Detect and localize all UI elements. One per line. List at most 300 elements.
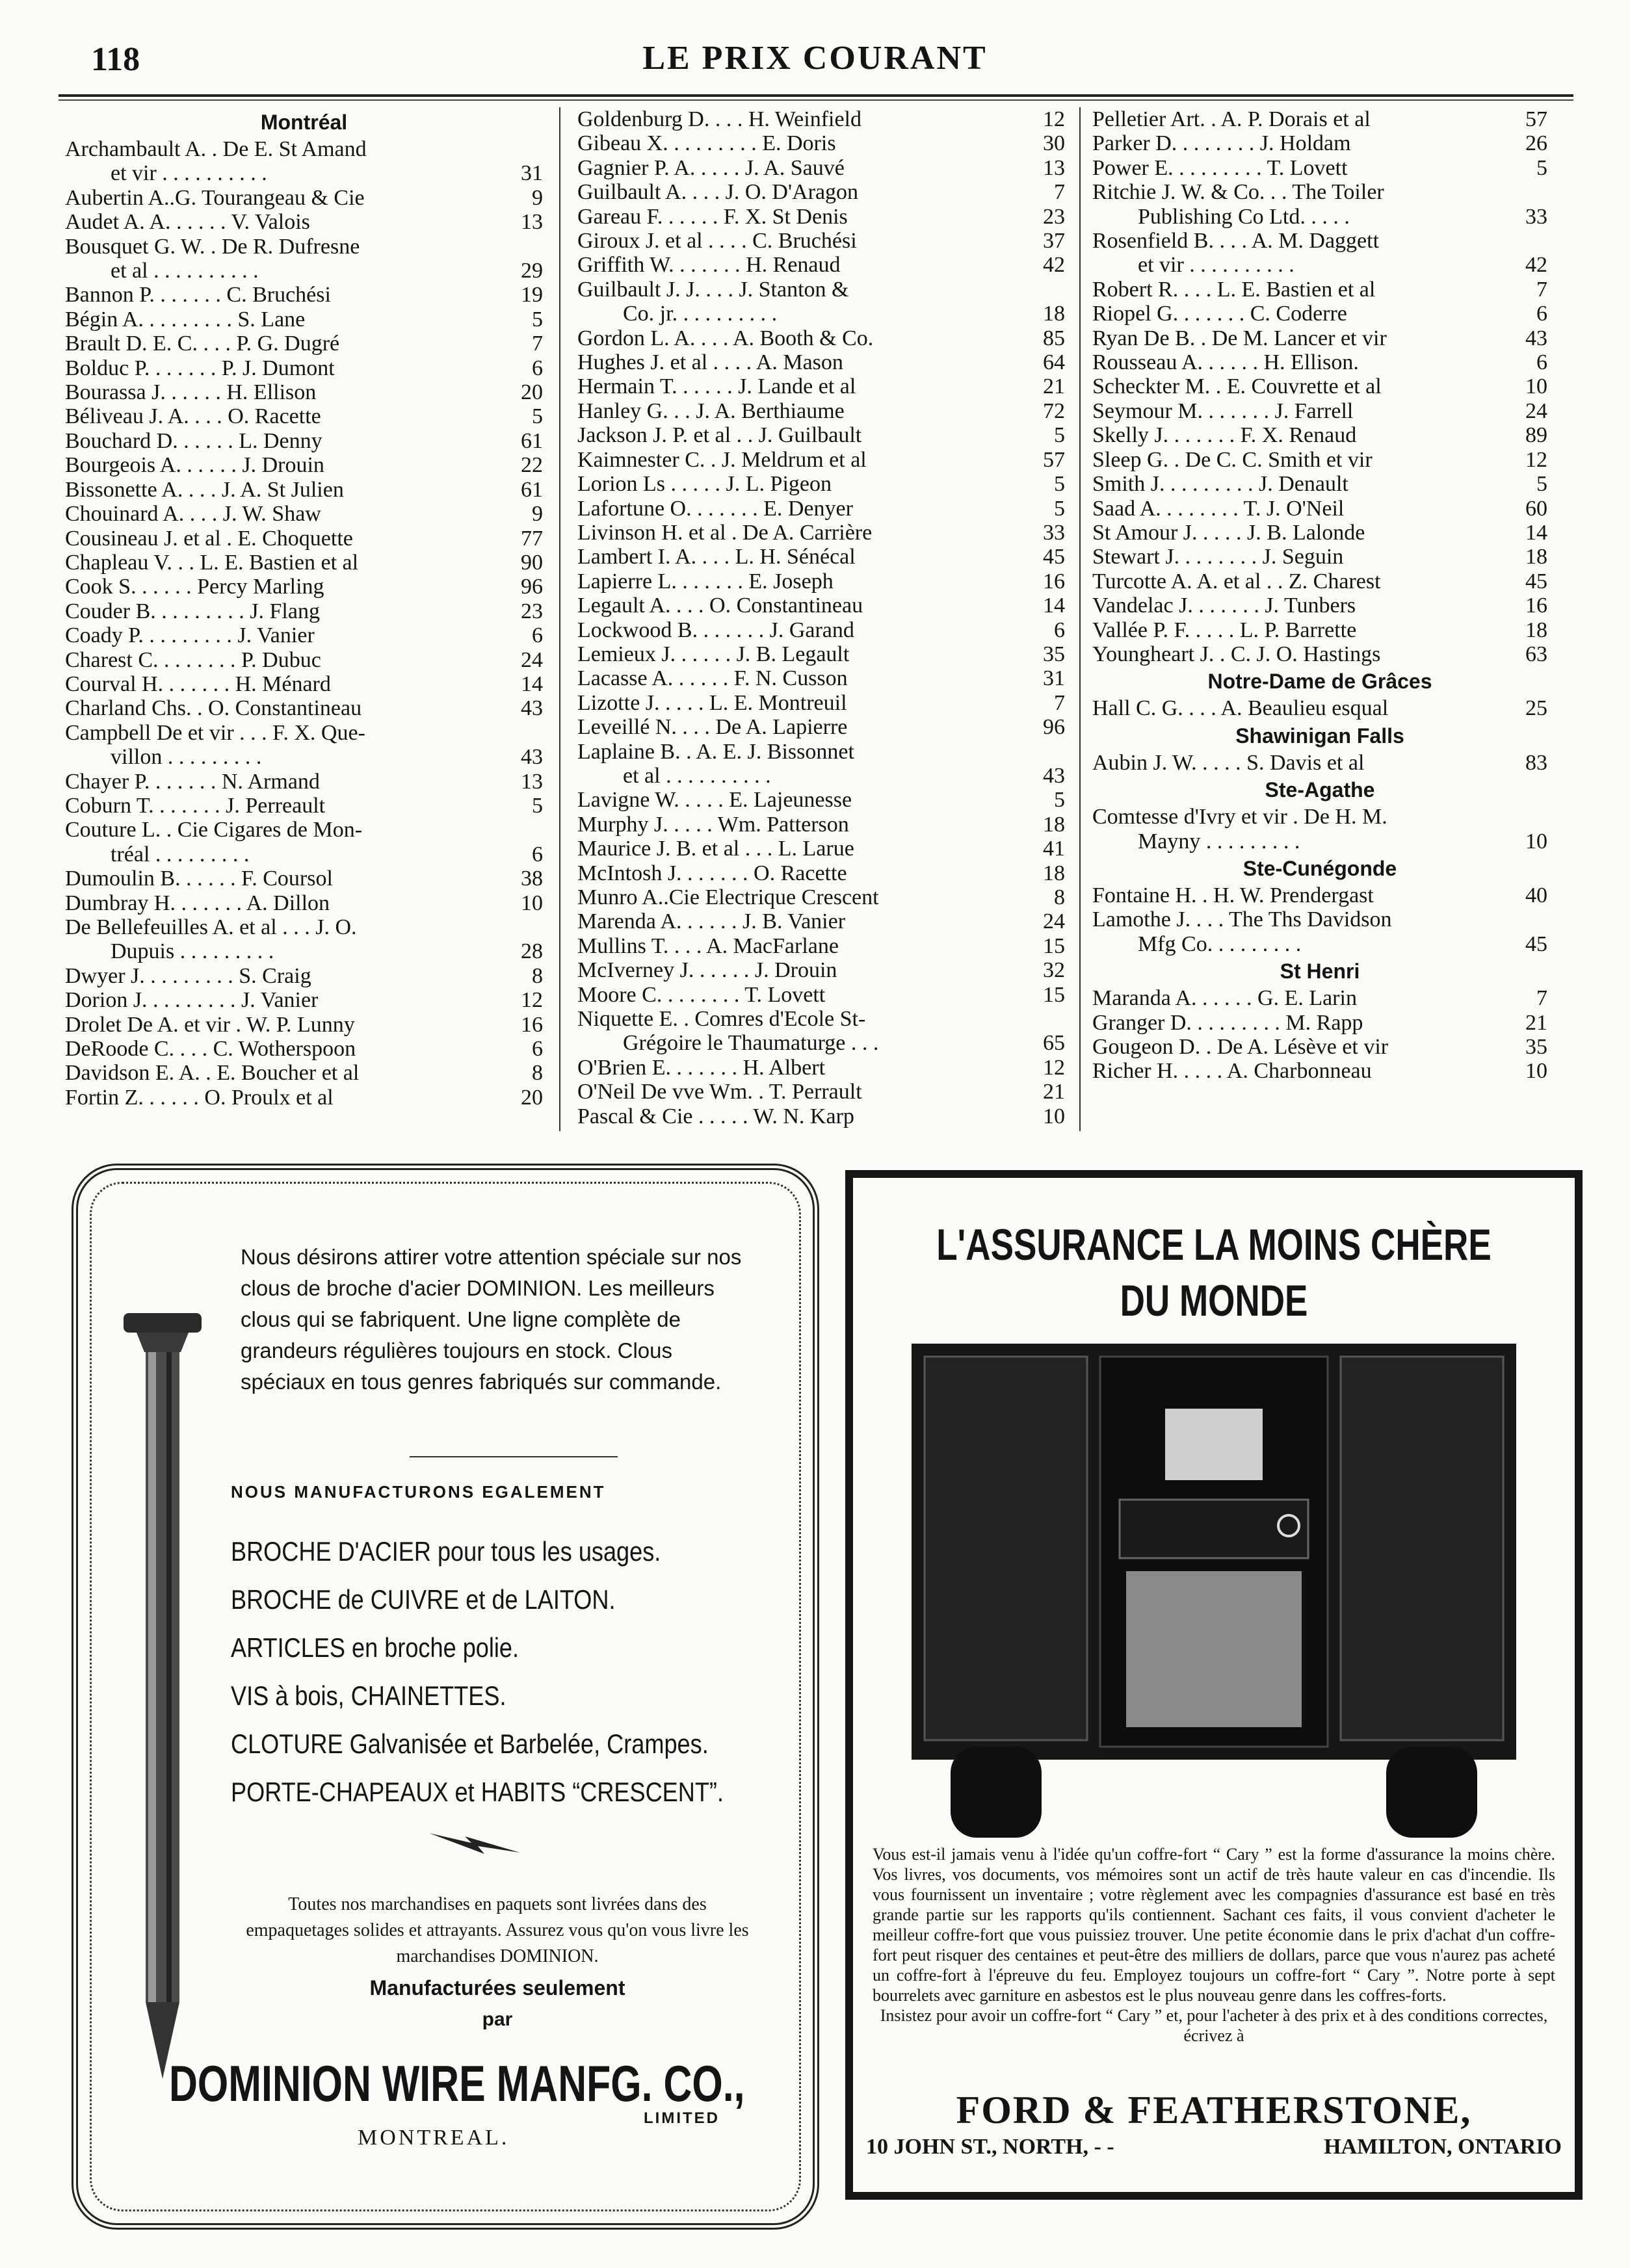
listing-entry [1092,374,1547,398]
entry-amount: 10 [1525,829,1547,854]
listing-entry [577,715,1065,739]
entry-text: Dwyer J. . . . . . . . . S. Craig [65,963,311,988]
listing-entry [1092,751,1547,775]
entry-text: Marenda A. . . . . . J. B. Vanier [577,909,846,934]
section-heading: Ste-Agathe [1265,778,1375,802]
entry-text: Murphy J. . . . . Wm. Patterson [577,812,849,837]
entry-amount [1508,180,1547,204]
entry-amount: 24 [1043,909,1065,934]
entry-text: Gougeon D. . De A. Lésève et vir [1092,1035,1389,1059]
header-rule [59,94,1573,97]
section-heading: Ste-Cunégonde [1242,856,1397,880]
manufactured-label: Manufacturées seulement [369,1976,625,2000]
listing-entry [65,721,543,745]
listing-entry [1092,302,1547,326]
listing-entry [65,259,543,283]
column-divider [559,107,560,1131]
listing-entry [1092,423,1547,447]
entry-text: Smith J. . . . . . . . . J. Denault [1092,472,1348,497]
entry-amount: 61 [521,477,543,502]
entry-amount: 18 [1043,302,1065,326]
entry-amount: 10 [1525,1059,1547,1084]
entry-amount: 22 [521,453,543,478]
entry-amount: 60 [1525,496,1547,521]
entry-amount: 23 [1043,204,1065,229]
entry-amount: 10 [1043,1104,1065,1128]
listing-entry [577,934,1065,958]
entry-text: Hall C. G. . . . A. Beaulieu esqual [1092,696,1389,721]
listing-entry [65,235,543,259]
listing-entry [1092,642,1547,666]
entry-amount: 5 [1536,472,1547,497]
listing-entry [65,988,543,1012]
entry-text: et al . . . . . . . . . . [623,763,771,788]
entry-amount: 29 [521,259,543,283]
entry-text: Cook S. . . . . . Percy Marling [65,575,324,599]
entry-amount: 15 [1043,982,1065,1007]
entry-amount: 43 [521,696,543,721]
listing-entry [577,983,1065,1007]
by-label: par [482,2009,513,2030]
entry-amount: 43 [1043,763,1065,788]
entry-text: O'Brien E. . . . . . . H. Albert [577,1055,826,1080]
entry-text: villon . . . . . . . . . [111,745,262,770]
entry-text: Saad A. . . . . . . . T. J. O'Neil [1092,496,1345,521]
listing-entry [65,1037,543,1061]
listing-entry [1092,805,1547,829]
entry-amount: 14 [1525,520,1547,545]
entry-text: et vir . . . . . . . . . . [1138,253,1295,278]
listing-entry [577,521,1065,545]
entry-amount [504,818,543,842]
entry-amount: 65 [1043,1031,1065,1056]
entry-text: Ritchie J. W. & Co. . . The Toiler [1092,180,1384,205]
entry-amount: 18 [1043,861,1065,885]
entry-text: Bolduc P. . . . . . . P. J. Dumont [65,356,335,380]
listing-entry [577,253,1065,277]
entry-text: Niquette E. . Comres d'Ecole St- [577,1007,866,1032]
entry-text: tréal . . . . . . . . . [111,842,250,867]
listing-entry [577,374,1065,398]
entry-amount: 21 [1525,1010,1547,1035]
entry-text: Munro A..Cie Electrique Crescent [577,885,879,909]
entry-text: Lizotte J. . . . . L. E. Montreuil [577,690,847,715]
entry-text: Mullins T. . . . A. MacFarlane [577,933,839,958]
entry-text: Couture L. . Cie Cigares de Mon- [65,818,363,842]
listing-entry [1092,156,1547,180]
entry-text: Pelletier Art. . A. P. Dorais et al [1092,107,1371,131]
listing-entry [577,423,1065,447]
listing-entry [577,278,1065,302]
entry-text: Dumbray H. . . . . . . A. Dillon [65,891,330,915]
listing-entry [65,356,543,380]
listing-entry [65,283,543,307]
entry-amount: 85 [1043,326,1065,350]
product-item: CLOTURE Galvanisée et Barbelée, Crampes. [231,1728,709,1759]
entry-text: Lacasse A. . . . . . F. N. Cusson [577,666,848,691]
entry-text: Lambert I. A. . . . L. H. Sénécal [577,545,856,569]
entry-amount: 19 [521,283,543,307]
entry-amount: 8 [532,963,543,988]
entry-text: Rosenfield B. . . . A. M. Daggett [1092,229,1380,254]
entry-text: Moore C. . . . . . . . T. Lovett [577,982,826,1007]
column-divider [1079,107,1081,1131]
lightning-ornament-icon [426,1827,523,1859]
entry-amount: 83 [1525,750,1547,775]
listing-entry [65,527,543,551]
nail-illustration [124,1313,202,2080]
entry-amount: 38 [521,867,543,891]
entry-text: Goldenburg D. . . . H. Weinfield [577,107,862,131]
entry-amount [1026,278,1065,302]
listing-entry [65,453,543,477]
listing-entry [1092,350,1547,374]
entry-amount: 6 [532,1037,543,1062]
entry-amount: 20 [521,380,543,405]
listing-entry [577,885,1065,909]
listing-entry [1092,618,1547,642]
listing-entry [65,599,543,623]
entry-text: Fortin Z. . . . . . O. Proulx et al [65,1085,334,1110]
listing-entry [577,958,1065,982]
listing-entry [577,642,1065,666]
product-list [231,1528,724,1816]
entry-text: Fontaine H. . H. W. Prendergast [1092,883,1374,907]
entry-text: Audet A. A. . . . . . V. Valois [65,210,310,235]
entry-amount: 25 [1525,696,1547,721]
listing-entry [577,813,1065,837]
entry-text: Davidson E. A. . E. Boucher et al [65,1061,360,1086]
entry-amount: 21 [1043,374,1065,399]
entry-text: et al . . . . . . . . . . [111,259,259,283]
entry-text: Bourassa J. . . . . . H. Ellison [65,380,317,405]
listing-entry [577,302,1065,326]
entry-text: Lockwood B. . . . . . . J. Garand [577,618,854,642]
entry-text: Publishing Co Ltd. . . . . [1138,204,1350,229]
entry-text: Griffith W. . . . . . . H. Renaud [577,253,841,278]
entry-amount: 40 [1525,883,1547,907]
entry-amount: 13 [521,210,543,235]
entry-amount [1026,1007,1065,1031]
company-name: DOMINION WIRE MANFG. CO., [169,2055,745,2112]
entry-text: Dumoulin B. . . . . . F. Coursol [65,867,333,891]
entry-amount: 35 [1043,642,1065,666]
entry-amount: 7 [1054,180,1065,205]
entry-text: Maurice J. B. et al . . . L. Larue [577,837,854,861]
entry-amount: 45 [1525,932,1547,956]
listing-entry [577,131,1065,155]
entry-text: Richer H. . . . . A. Charbonneau [1092,1059,1372,1084]
listing-entry [65,745,543,769]
listing-entry [577,107,1065,131]
entry-amount: 43 [521,745,543,770]
entry-amount: 5 [1054,472,1065,497]
entry-text: Chapleau V. . . L. E. Bastien et al [65,550,359,575]
address-street: 10 JOHN ST., NORTH, - - [866,2135,1114,2159]
entry-amount: 26 [1525,131,1547,156]
entry-text: Ryan De B. . De M. Lancer et vir [1092,326,1387,350]
listing-entry [65,429,543,453]
listing-entry [65,842,543,867]
entry-text: McIntosh J. . . . . . . O. Racette [577,861,847,885]
headline-line: DU MONDE [1120,1276,1308,1325]
listing-entry [577,764,1065,788]
entry-text: Lavigne W. . . . . E. Lajeunesse [577,788,852,813]
entry-amount: 89 [1525,423,1547,448]
entry-text: Pascal & Cie . . . . . W. N. Karp [577,1104,854,1128]
listing-entry [1092,829,1547,854]
listing-entry [65,186,543,210]
entry-amount: 96 [1043,715,1065,740]
entry-text: Courval H. . . . . . . H. Ménard [65,671,331,696]
section-heading: Shawinigan Falls [1235,723,1404,748]
listing-entry [65,575,543,599]
entry-text: Bissonette A. . . . J. A. St Julien [65,477,344,502]
listing-entry [577,1007,1065,1031]
listing-entry [65,332,543,356]
entry-amount: 61 [521,428,543,453]
entry-text: Bourgeois A. . . . . . J. Drouin [65,453,324,478]
entry-text: Dupuis . . . . . . . . . [111,939,274,964]
company-city: MONTREAL. [358,2126,510,2150]
entry-text: Robert R. . . . L. E. Bastien et al [1092,277,1376,302]
listing-entry [1092,180,1547,204]
entry-amount: 42 [1525,253,1547,278]
entry-amount: 5 [532,404,543,429]
entry-text: St Amour J. . . . . J. B. Lalonde [1092,520,1365,545]
limited-label: LIMITED [644,2109,720,2127]
listing-entry [1092,932,1547,956]
entry-text: Co. jr. . . . . . . . . . [623,302,778,326]
entry-amount: 96 [521,575,543,599]
entry-text: Guilbault J. J. . . . J. Stanton & [577,277,849,302]
entry-text: Youngheart J. . C. J. O. Hastings [1092,642,1381,666]
entry-text: Turcotte A. A. et al . . Z. Charest [1092,569,1381,593]
entry-amount: 90 [521,550,543,575]
listing-column-1 [65,107,543,1110]
entry-amount: 18 [1043,812,1065,837]
entry-text: Riopel G. . . . . . . C. Coderre [1092,302,1347,326]
entry-amount: 31 [521,161,543,186]
entry-amount: 7 [1536,986,1547,1011]
entry-amount: 57 [1043,447,1065,472]
entry-amount: 18 [1525,545,1547,569]
entry-amount: 5 [532,793,543,818]
entry-text: Chayer P. . . . . . . N. Armand [65,769,320,794]
listing-entry [1092,229,1547,253]
listing-entry [65,672,543,696]
ad-body-text [873,1844,1555,2046]
entry-text: Charest C. . . . . . . . P. Dubuc [65,647,321,672]
entry-text: Charland Chs. . O. Constantineau [65,696,362,721]
listing-entry [65,137,543,161]
entry-amount [1508,907,1547,932]
entry-amount: 6 [1536,350,1547,375]
entry-amount: 23 [521,599,543,623]
entry-text: O'Neil De vve Wm. . T. Perrault [577,1080,862,1104]
listing-entry [577,593,1065,618]
entry-amount: 32 [1043,958,1065,983]
entry-text: Archambault A. . De E. St Amand [65,137,367,161]
entry-amount: 10 [1525,374,1547,399]
listing-entry [1092,593,1547,618]
listing-entry [1092,1011,1547,1035]
entry-text: Bégin A. . . . . . . . . S. Lane [65,307,306,332]
listing-entry [65,623,543,647]
entry-amount: 77 [521,526,543,551]
entry-text: Lemieux J. . . . . . J. B. Legault [577,642,850,666]
entry-amount: 6 [532,842,543,867]
entry-amount: 35 [1525,1035,1547,1059]
section-heading: Notre-Dame de Grâces [1207,670,1432,694]
entry-amount: 13 [521,769,543,794]
entry-amount: 37 [1043,229,1065,254]
entry-amount: 10 [521,891,543,915]
entry-text: Vallée P. F. . . . . L. P. Barrette [1092,618,1357,642]
entry-text: Hanley G. . . J. A. Berthiaume [577,398,845,423]
entry-text: Mfg Co. . . . . . . . . [1138,932,1302,956]
entry-amount: 20 [521,1085,543,1110]
entry-text: Lafortune O. . . . . . . E. Denyer [577,496,853,521]
entry-amount: 72 [1043,398,1065,423]
entry-text: Dorion J. . . . . . . . . J. Vanier [65,988,319,1013]
listing-entry [1092,131,1547,155]
entry-amount: 5 [532,307,543,332]
entry-text: Lorion Ls . . . . . J. L. Pigeon [577,472,832,497]
listing-entry [577,740,1065,764]
product-item: BROCHE de CUIVRE et de LAITON. [231,1584,616,1615]
entry-amount [504,721,543,745]
entry-amount [504,915,543,939]
entry-amount [504,137,543,161]
entry-text: Sleep G. . De C. C. Smith et vir [1092,447,1373,472]
listing-entry [1092,907,1547,932]
listing-entry [577,1031,1065,1055]
entry-text: Hughes J. et al . . . . A. Mason [577,350,843,375]
listing-entry [577,350,1065,374]
entry-amount [1508,805,1547,829]
listing-entry [65,648,543,672]
product-item: VIS à bois, CHAINETTES. [231,1680,506,1711]
listing-entry [577,497,1065,521]
entry-amount: 8 [532,1061,543,1086]
listing-entry [577,569,1065,593]
entry-text: Kaimnester C. . J. Meldrum et al [577,447,867,472]
listing-entry [577,1104,1065,1128]
listing-column-2 [577,107,1065,1128]
headline-line: L'ASSURANCE LA MOINS CHÈRE [936,1220,1492,1270]
entry-amount: 5 [1054,423,1065,448]
entry-amount [1026,740,1065,764]
entry-text: Gagnier P. A. . . . . J. A. Sauvé [577,155,845,180]
entry-amount: 43 [1525,326,1547,350]
listing-entry [1092,569,1547,593]
entry-amount: 64 [1043,350,1065,375]
entry-text: Power E. . . . . . . . . T. Lovett [1092,155,1348,180]
entry-amount: 33 [1525,204,1547,229]
entry-text: Laplaine B. . A. E. J. Bissonnet [577,739,854,764]
entry-amount: 45 [1525,569,1547,593]
entry-amount: 28 [521,939,543,964]
listing-entry [1092,399,1547,423]
entry-amount: 5 [1054,788,1065,813]
entry-amount: 12 [521,988,543,1013]
listing-entry [577,448,1065,472]
listing-entry [1092,472,1547,496]
entry-text: Lapierre L. . . . . . . E. Joseph [577,569,834,593]
entry-amount: 6 [1536,302,1547,326]
firm-address [866,2135,1562,2159]
entry-amount: 5 [1054,496,1065,521]
entry-text: Rousseau A. . . . . . H. Ellison. [1092,350,1359,375]
entry-text: Leveillé N. . . . De A. Lapierre [577,715,848,740]
entry-text: et vir . . . . . . . . . . [111,161,267,186]
listing-entry [65,307,543,332]
entry-text: DeRoode C. . . . C. Wotherspoon [65,1037,356,1062]
listing-entry [65,1086,543,1110]
entry-text: Scheckter M. . E. Couvrette et al [1092,374,1382,399]
entry-text: Grégoire le Thaumaturge . . . [623,1031,879,1056]
listing-entry [577,837,1065,861]
entry-text: Stewart J. . . . . . . . J. Seguin [1092,545,1344,569]
entry-amount: 15 [1043,933,1065,958]
listing-entry [65,210,543,234]
entry-amount: 14 [521,671,543,696]
entry-amount: 8 [1054,885,1065,909]
entry-amount: 16 [521,1012,543,1037]
entry-text: Legault A. . . . O. Constantineau [577,593,863,618]
listing-entry [1092,1035,1547,1059]
address-city: HAMILTON, ONTARIO [1324,2135,1562,2159]
entry-text: Granger D. . . . . . . . . M. Rapp [1092,1010,1363,1035]
entry-text: Chouinard A. . . . J. W. Shaw [65,502,321,527]
listing-entry [577,180,1065,204]
listing-entry [65,551,543,575]
dominion-wire-advertisement [72,1164,819,2230]
entry-text: Gordon L. A. . . . A. Booth & Co. [577,326,874,350]
listing-entry [1092,326,1547,350]
entry-text: Coady P. . . . . . . . . J. Vanier [65,623,315,648]
listing-entry [65,696,543,720]
entry-text: Parker D. . . . . . . . J. Holdam [1092,131,1351,156]
listing-entry [65,794,543,818]
listing-entry [1092,545,1547,569]
entry-text: Béliveau J. A. . . . O. Racette [65,404,321,429]
entry-text: Bousquet G. W. . De R. Dufresne [65,234,360,259]
entry-amount: 21 [1043,1080,1065,1104]
entry-amount: 12 [1043,107,1065,131]
entry-text: Jackson J. P. et al . . J. Guilbault [577,423,862,448]
listing-entry [577,618,1065,642]
listing-entry [65,770,543,794]
listing-entry [577,156,1065,180]
listing-entry [65,818,543,842]
entry-amount: 7 [1054,690,1065,715]
listing-entry [65,404,543,428]
listing-entry [577,205,1065,229]
entry-text: De Bellefeuilles A. et al . . . J. O. [65,915,357,939]
entry-amount: 13 [1043,155,1065,180]
entry-amount: 6 [1054,618,1065,642]
listing-entry [65,891,543,915]
entry-amount: 18 [1525,618,1547,642]
listing-entry [65,939,543,963]
entry-text: Giroux J. et al . . . . C. Bruchési [577,229,857,254]
listing-entry [577,472,1065,496]
page-number: 118 [91,41,140,78]
section-heading: St Henri [1280,959,1360,984]
entry-text: Gibeau X. . . . . . . . . E. Doris [577,131,836,156]
